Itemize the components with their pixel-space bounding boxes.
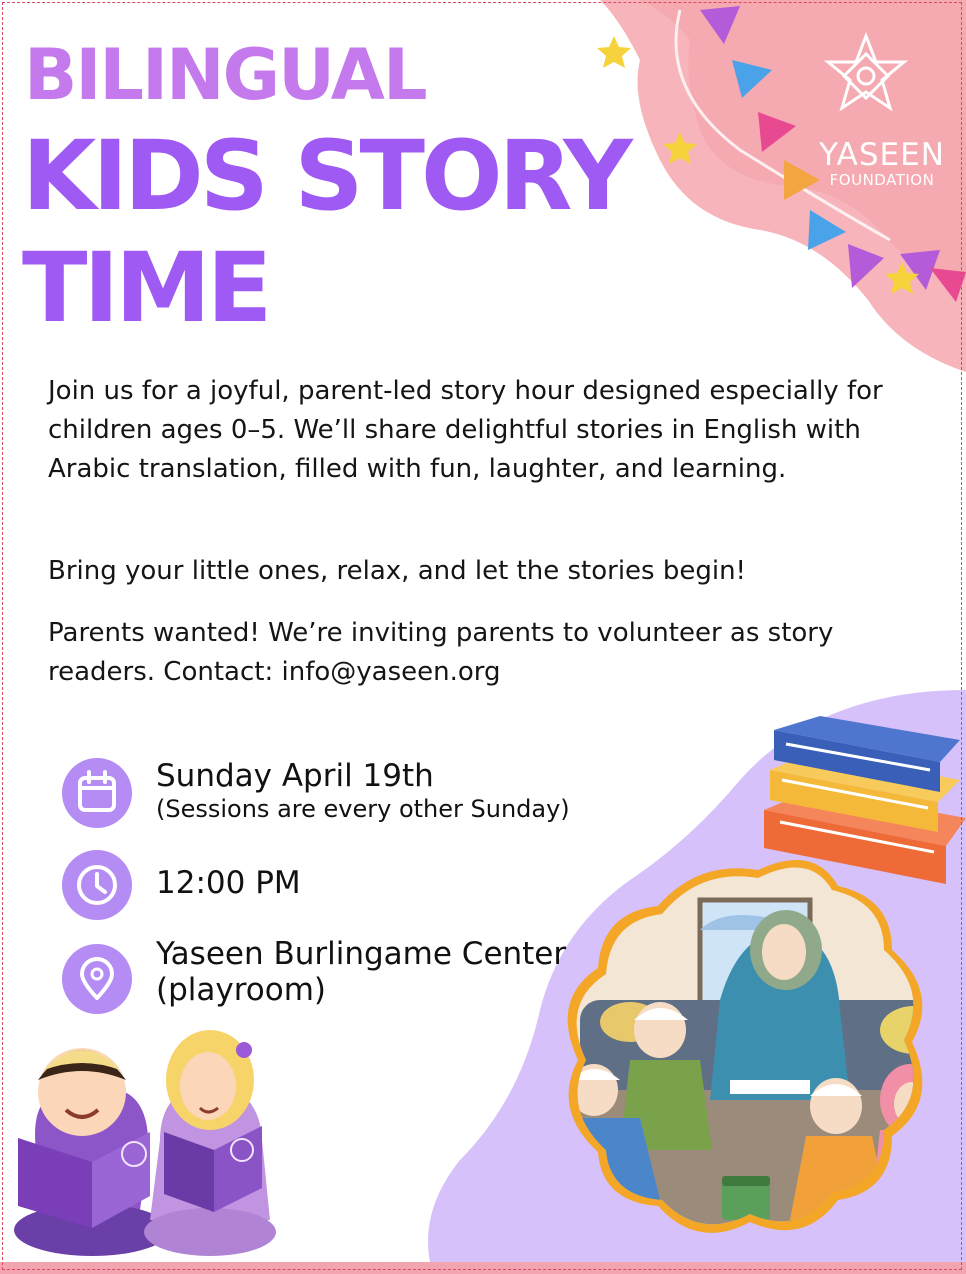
volunteer-paragraph: Parents wanted! We’re inviting parents to volunteer as story readers. Contact: info@yaseen.org [48,618,834,687]
yaseen-foundation-logo [808,38,956,188]
title-line-kids-story: KIDS STORY [22,120,629,232]
event-time: 12:00 PM [156,865,301,901]
intro-paragraph: Join us for a joyful, parent-led story hour designed especially for children ages 0–5. We’ll share delightful stories in English with Arabic translation, filled with fun, laughter, and learning. [48,376,883,484]
logo-name: YASEEN [819,137,945,173]
title-line-time: TIME [22,232,269,344]
event-location-line2: (playroom) [156,972,327,1008]
clock-icon [62,850,132,920]
bottom-strip [0,1262,966,1274]
logo-subtitle: FOUNDATION [829,171,935,189]
invite-paragraph: Bring your little ones, relax, and let the stories begin! [48,556,746,586]
event-date: Sunday April 19th [156,758,434,794]
kids-reading-illustration [14,1030,276,1256]
event-location [156,936,566,1008]
calendar-icon [62,758,132,828]
event-date-note: (Sessions are every other Sunday) [156,795,570,823]
title-line-bilingual: BILINGUAL [24,34,426,116]
event-date-text [156,758,570,824]
location-pin-icon [62,944,132,1014]
event-location-line1: Yaseen Burlingame Center [156,936,567,972]
